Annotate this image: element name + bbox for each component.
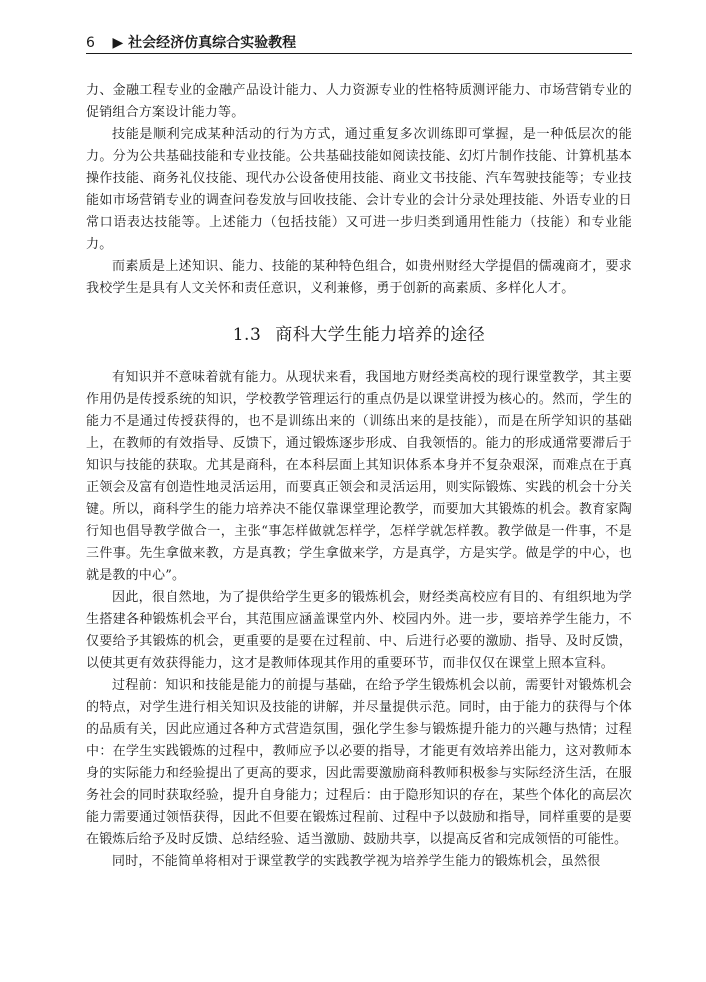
paragraph-knowledge-vs-ability: 有知识并不意味着就有能力。从现状来看，我国地方财经类高校的现行课堂教学，其主要作用仍是传授系统的知识，学校教学管理运行的重点仍是以课堂讲授为核心的。然而，学生的能力不是通过传授获得的，也不是训练出来的（训练出来的是技能），而是在所学知识的基础上，在教师的有效指导、反馈下，通过锻炼逐步形成、自我领悟的。能力的形成通常要滞后于知识与技能的获取。尤其是商科，在本科层面上其知识体系本身并不复杂艰深，而难点在于真正领会及富有创造性地灵活运用，而要真正领会和灵活运用，则实际锻炼、实践的机会十分关键。所以，商科学生的能力培养决不能仅靠课堂理论教学，而要加大其锻炼的机会。教育家陶行知也倡导教学做合一，主张“事怎样做就怎样学，怎样学就怎样教。教学做是一件事，不是三件事。先生拿做来教，方是真教；学生拿做来学，方是真学，方是实学。做是学的中心，也就是教的中心”。 (86, 370, 632, 583)
paragraph-process-stages: 过程前：知识和技能是能力的前提与基础，在给予学生锻炼机会以前，需要针对锻炼机会的特点，对学生进行相关知识及技能的讲解，并尽量提供示范。同时，由于能力的获得与个体的品质有关，因此应通过各种方式营造氛围，强化学生参与锻炼提升能力的兴趣与热情；过程中：在学生实践锻炼的过程中，教师应予以必要的指导，才能更有效培养出能力，这对教师本身的实际能力和经验提出了更高的要求，因此需要激励商科教师积极参与实际经济生活，在服务社会的同时获取经验，提升自身能力；过程后：由于隐形知识的存在，某些个体化的高层次能力需要通过领悟获得，因此不但要在锻炼过程前、过程中予以鼓励和指导，同样重要的是要在锻炼后给予及时反馈、总结经验、适当激励、鼓励共享，以提高反省和完成领悟的可能性。 (86, 678, 632, 847)
section-title: 商科大学生能力培养的途径 (275, 325, 486, 345)
paragraph-opportunity-platform: 因此，很自然地，为了提供给学生更多的锻炼机会，财经类高校应有目的、有组织地为学生搭建各种锻炼机会平台，其范围应涵盖课堂内外、校园内外。进一步，要培养学生能力，不仅要给予其锻炼的机会，更重要的是要在过程前、中、后进行必要的激励、指导、及时反馈，以使其更有效获得能力，这才是教师体现其作用的重要环节，而非仅仅在课堂上照本宣科。 (86, 590, 632, 671)
page-body (86, 80, 632, 873)
book-title: ▶ 社会经济仿真综合实验教程 (112, 35, 297, 51)
page-number: 6 (86, 35, 95, 51)
running-header (86, 33, 632, 54)
paragraph-practice-teaching: 同时，不能简单将相对于课堂教学的实践教学视为培养学生能力的锻炼机会，虽然很 (112, 854, 601, 869)
paragraph-continued: 力、金融工程专业的金融产品设计能力、人力资源专业的性格特质测评能力、市场营销专业的促销组合方案设计能力等。 (86, 83, 632, 120)
section-heading (86, 324, 632, 346)
section-number: 1.3 (232, 325, 262, 345)
paragraph-quality: 而素质是上述知识、能力、技能的某种特色组合，如贵州财经大学提倡的儒魂商才，要求我校学生是具有人文关怀和责任意识，义利兼修，勇于创新的高素质、多样化人才。 (86, 259, 632, 296)
paragraph-skills: 技能是顺利完成某种活动的行为方式，通过重复多次训练即可掌握，是一种低层次的能力。分为公共基础技能和专业技能。公共基础技能如阅读技能、幻灯片制作技能、计算机基本操作技能、商务礼仪技能、现代办公设备使用技能、商业文书技能、汽车驾驶技能等；专业技能如市场营销专业的调查问卷发放与回收技能、会计专业的会计分录处理技能、外语专业的日常口语表达技能等。上述能力（包括技能）又可进一步归类到通用性能力（技能）和专业能力。 (86, 127, 632, 252)
